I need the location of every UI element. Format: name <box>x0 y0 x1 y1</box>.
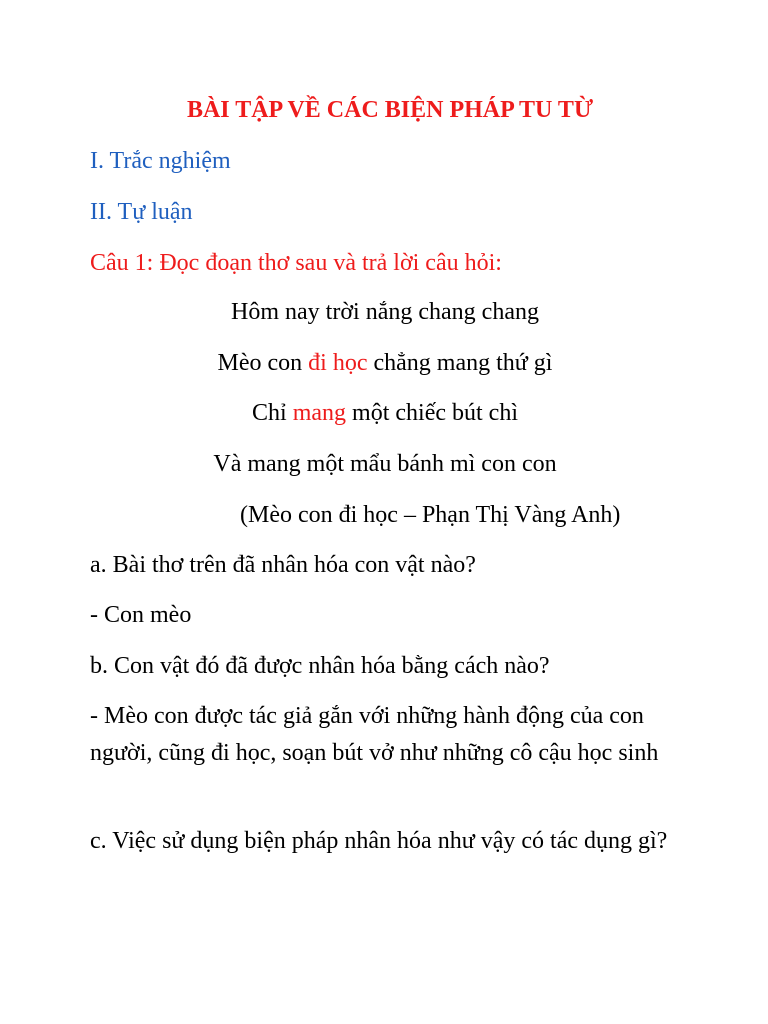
poem-line-2-end: chẳng mang thứ gì <box>367 350 553 376</box>
answer-a: - Con mèo <box>90 602 192 628</box>
poem-line-1: Hôm nay trời nắng chang chang <box>231 299 539 325</box>
answer-b: - Mèo con được tác giả gắn với những hành động của con người, cũng đi học, soạn bút vở như những cô cậu học sinh <box>90 703 659 766</box>
section-trac-nghiem: I. Trắc nghiệm <box>90 148 231 174</box>
question-1-heading: Câu 1: Đọc đoạn thơ sau và trả lời câu hỏi: <box>90 250 502 276</box>
poem-highlight-di-hoc: đi học <box>308 350 368 376</box>
poem-source: (Mèo con đi học – Phạn Thị Vàng Anh) <box>240 502 621 528</box>
poem-line-3-end: một chiếc bút chì <box>346 400 518 426</box>
question-b: b. Con vật đó đã được nhân hóa bằng cách nào? <box>90 653 550 679</box>
question-a: a. Bài thơ trên đã nhân hóa con vật nào? <box>90 552 476 578</box>
poem-line-3 <box>90 398 680 428</box>
poem-line-3-start: Chỉ <box>252 400 293 426</box>
poem-highlight-mang: mang <box>292 400 347 426</box>
poem-line-2 <box>90 348 680 378</box>
poem-line-4: Và mang một mẩu bánh mì con con <box>213 451 557 477</box>
section-tu-luan: II. Tự luận <box>90 199 193 225</box>
poem-line-2-start: Mèo con <box>217 350 309 376</box>
question-c: c. Việc sử dụng biện pháp nhân hóa như vậy có tác dụng gì? <box>90 828 668 854</box>
document-title: BÀI TẬP VỀ CÁC BIỆN PHÁP TU TỪ <box>186 97 594 123</box>
